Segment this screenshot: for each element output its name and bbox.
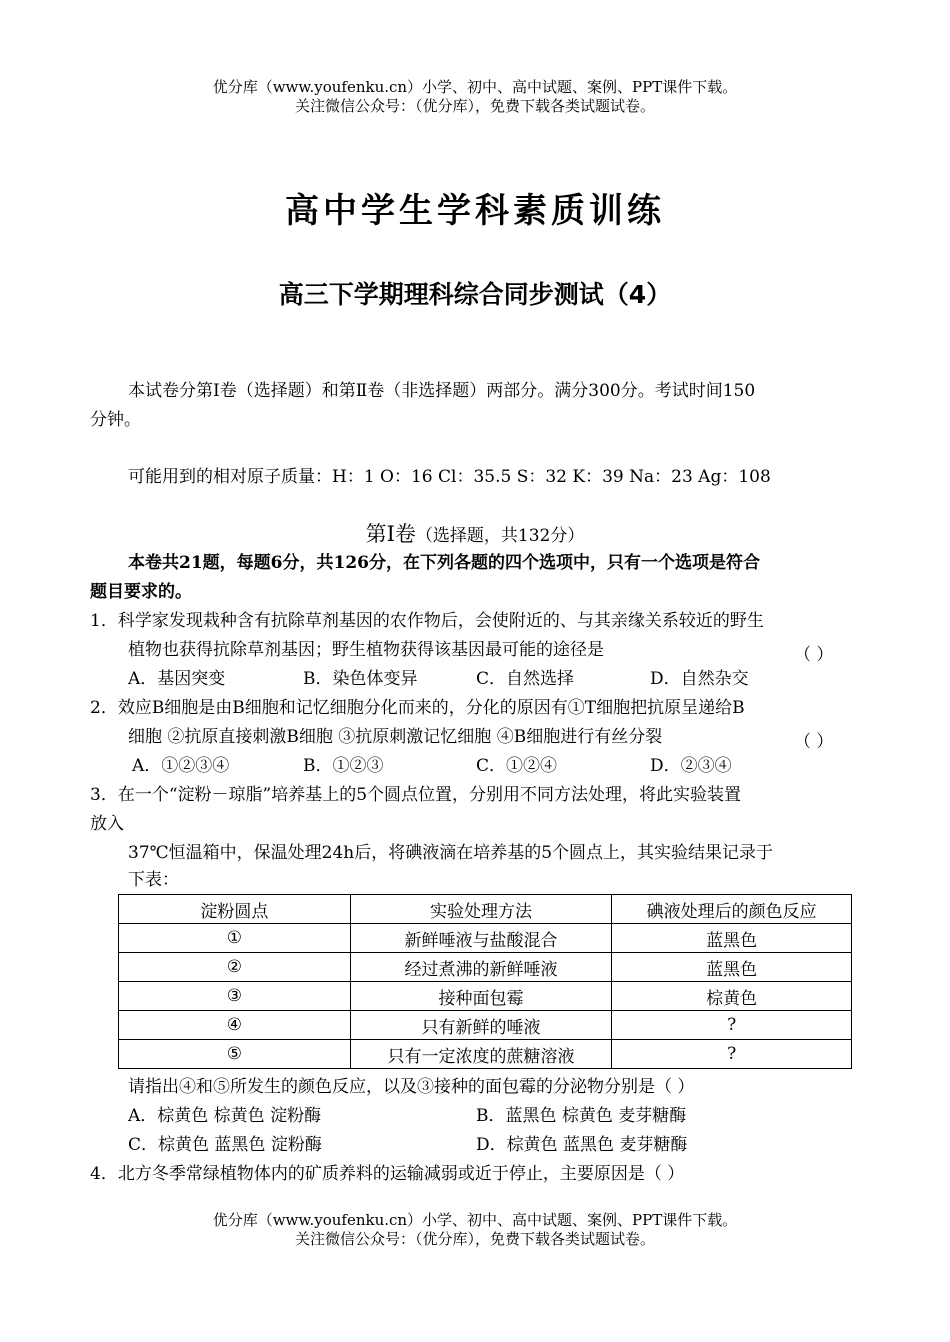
atomic-mass-line: 可能用到的相对原子质量：H：1 O：16 Cl：35.5 S：32 K：39 Na：23 Ag：108 <box>128 467 771 487</box>
q2-option-c: C．①②④ <box>476 756 558 776</box>
section-heading <box>0 518 950 548</box>
q3-option-c: C．棕黄色 蓝黑色 淀粉酶 <box>128 1135 322 1155</box>
table-cell: 只有一定浓度的蔗糖溶液 <box>350 1040 612 1069</box>
table-cell: 蓝黑色 <box>612 953 852 982</box>
table-cell: ① <box>119 924 351 953</box>
q1-option-c: C．自然选择 <box>476 669 575 689</box>
table-row <box>119 1040 852 1069</box>
table-cell: ④ <box>119 1011 351 1040</box>
intro-line-1: 本试卷分第Ⅰ卷（选择题）和第Ⅱ卷（非选择题）两部分。满分300分。考试时间150 <box>128 381 756 401</box>
page-subtitle: 高三下学期理科综合同步测试（4） <box>278 280 672 309</box>
table-cell: 经过煮沸的新鲜唾液 <box>350 953 612 982</box>
table-header-row <box>119 895 852 924</box>
table-row <box>119 924 852 953</box>
table-cell: ? <box>612 1040 852 1069</box>
table-row <box>119 982 852 1011</box>
q3-line-3: 37℃恒温箱中，保温处理24h后，将碘液滴在培养基的5个圆点上，其实验结果记录于 <box>128 843 774 863</box>
table-row <box>119 953 852 982</box>
table-cell: 接种面包霉 <box>350 982 612 1011</box>
header-line-2: 关注微信公众号：（优分库），免费下载各类试题试卷。 <box>294 97 655 115</box>
q2-line-2: 细胞 ②抗原直接刺激B细胞 ③抗原刺激记忆细胞 ④B细胞进行有丝分裂 <box>128 727 663 747</box>
q1-answer-paren: （ ） <box>794 645 834 665</box>
intro-line-2: 分钟。 <box>90 410 141 430</box>
table-cell: 新鲜唾液与盐酸混合 <box>350 924 612 953</box>
q3-line-1: 3．在一个“淀粉－琼脂”培养基上的5个圆点位置，分别用不同方法处理，将此实验装置 <box>90 785 742 805</box>
table-header-cell: 淀粉圆点 <box>119 895 351 924</box>
experiment-table <box>118 894 852 1069</box>
footer-line-2: 关注微信公众号：（优分库），免费下载各类试题试卷。 <box>294 1230 655 1248</box>
q4-line-1: 4．北方冬季常绿植物体内的矿质养料的运输减弱或近于停止，主要原因是（ ） <box>90 1164 685 1184</box>
q2-option-b: B．①②③ <box>303 756 384 776</box>
q1-option-b: B．染色体变异 <box>303 669 418 689</box>
q2-option-d: D．②③④ <box>650 756 732 776</box>
q2-line-1: 2．效应B细胞是由B细胞和记忆细胞分化而来的，分化的原因有①T细胞把抗原呈递给B <box>90 698 745 718</box>
page-footer <box>0 1211 950 1249</box>
section-instruction-line-1: 本卷共21题，每题6分，共126分，在下列各题的四个选项中，只有一个选项是符合 <box>128 553 760 573</box>
page-header <box>0 78 950 116</box>
table-header-cell: 碘液处理后的颜色反应 <box>612 895 852 924</box>
section-heading-label: 第Ⅰ卷 <box>365 522 416 546</box>
table-cell: 棕黄色 <box>612 982 852 1011</box>
table-cell: 蓝黑色 <box>612 924 852 953</box>
q1-line-2: 植物也获得抗除草剂基因；野生植物获得该基因最可能的途径是 <box>128 640 604 660</box>
table-cell: 只有新鲜的唾液 <box>350 1011 612 1040</box>
q1-option-a: A．基因突变 <box>128 669 226 689</box>
q1-option-d: D．自然杂交 <box>650 669 749 689</box>
footer-line-1: 优分库（www.youfenku.cn）小学、初中、高中试题、案例、PPT课件下载。 <box>212 1211 738 1229</box>
q3-option-a: A．棕黄色 棕黄色 淀粉酶 <box>128 1106 322 1126</box>
section-instruction-line-2: 题目要求的。 <box>90 582 192 602</box>
table-cell: ⑤ <box>119 1040 351 1069</box>
section-heading-note: （选择题，共132分） <box>415 526 585 546</box>
q2-option-a: A．①②③④ <box>132 756 230 776</box>
table-header-cell: 实验处理方法 <box>350 895 612 924</box>
table-cell: ? <box>612 1011 852 1040</box>
q3-option-d: D．棕黄色 蓝黑色 麦芽糖酶 <box>476 1135 688 1155</box>
q1-line-1: 1．科学家发现栽种含有抗除草剂基因的农作物后，会使附近的、与其亲缘关系较近的野生 <box>90 611 764 631</box>
table-cell: ② <box>119 953 351 982</box>
q3-line-4: 下表： <box>128 870 179 890</box>
page-title: 高中学生学科素质训练 <box>285 191 665 231</box>
q3-prompt: 请指出④和⑤所发生的颜色反应，以及③接种的面包霉的分泌物分别是（ ） <box>128 1077 695 1097</box>
table-cell: ③ <box>119 982 351 1011</box>
table-row <box>119 1011 852 1040</box>
q3-option-b: B．蓝黑色 棕黄色 麦芽糖酶 <box>476 1106 687 1126</box>
header-line-1: 优分库（www.youfenku.cn）小学、初中、高中试题、案例、PPT课件下载。 <box>212 78 738 96</box>
q2-answer-paren: （ ） <box>794 732 834 752</box>
q3-line-2: 放入 <box>90 814 124 834</box>
